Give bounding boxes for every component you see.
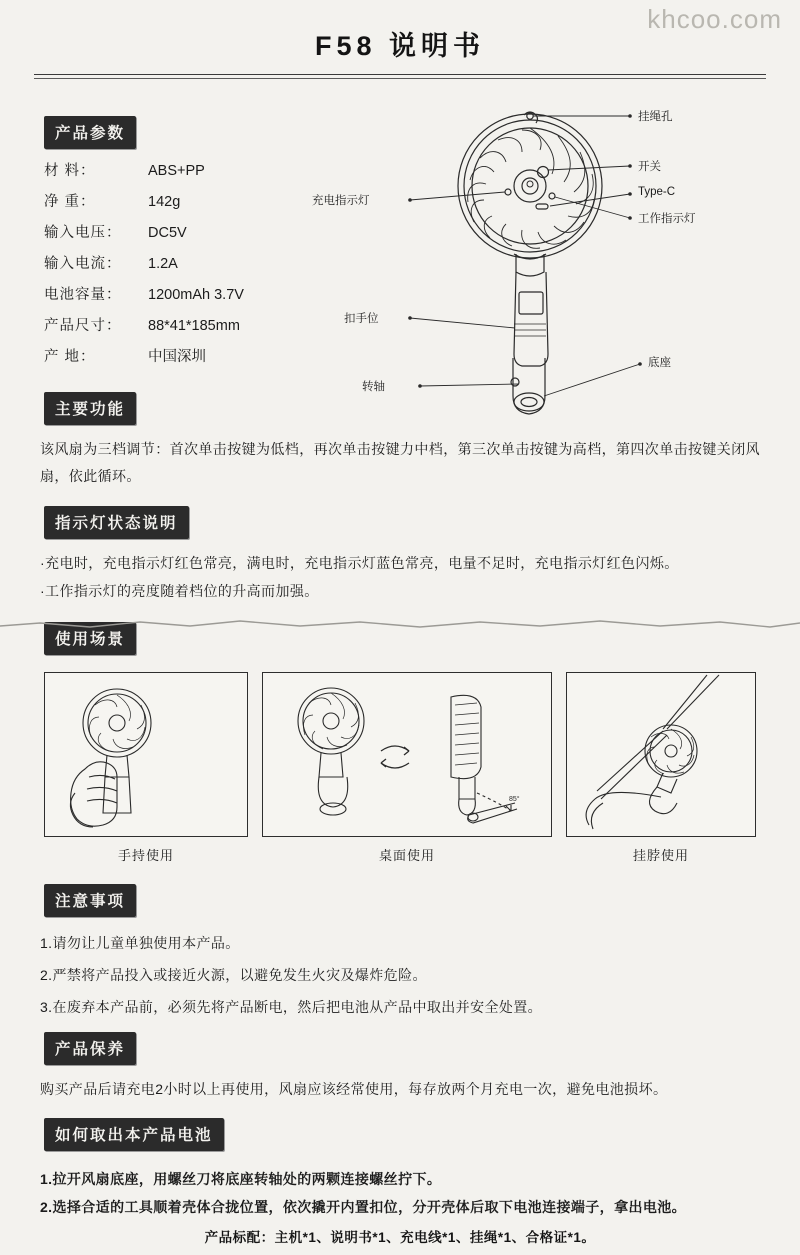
lanyard-illustration (567, 673, 756, 835)
spec-value: 142g (148, 194, 181, 210)
diagram-label-pivot: 转轴 (362, 381, 385, 393)
title-divider-bottom (34, 78, 766, 79)
spec-value: 1.2A (148, 256, 178, 272)
title-divider-top (34, 74, 766, 75)
usage-scene-handheld (44, 672, 248, 837)
section-heading-cautions: 注意事项 (44, 884, 136, 917)
indicator-line-2: ·工作指示灯的亮度随着档位的升高而加强。 (40, 583, 319, 599)
spec-row (44, 218, 244, 249)
caution-item-1: 1.请勿让儿童单独使用本产品。 (40, 935, 240, 951)
caution-item-3: 3.在废弃本产品前，必须先将产品断电，然后把电池从产品中取出并安全处置。 (40, 999, 543, 1015)
product-diagram (300, 96, 770, 426)
desktop-illustration (263, 673, 552, 835)
spec-value: 88*41*185mm (148, 318, 240, 334)
functions-text: 该风扇为三档调节：首次单击按键为低档，再次单击按键力中档，第三次单击按键为高档，第四次单击按键关闭风扇，依此循环。 (40, 441, 760, 484)
page-title: F58 说明书 (314, 31, 486, 61)
spec-row (44, 249, 244, 280)
usage-scene-captions (44, 845, 756, 865)
spec-key: 输入电压： (44, 225, 122, 241)
caution-item-2: 2.严禁将产品投入或接近火源，以避免发生火灾及爆炸危险。 (40, 967, 427, 983)
diagram-label-base: 底座 (648, 357, 671, 369)
spec-value: ABS+PP (148, 163, 205, 179)
torn-paper-divider (0, 618, 800, 632)
diagram-label-work-indicator: 工作指示灯 (638, 213, 696, 225)
spec-row (44, 187, 244, 218)
section-heading-maintenance: 产品保养 (44, 1032, 136, 1065)
spec-row (44, 342, 244, 373)
section-heading-battery: 如何取出本产品电池 (44, 1118, 224, 1151)
usage-scene-desktop (262, 672, 552, 837)
spec-key: 材 料： (44, 163, 96, 179)
diagram-label-grip: 扣手位 (344, 313, 379, 325)
usage-scene-lanyard (566, 672, 756, 837)
spec-key: 产品尺寸： (44, 318, 122, 334)
scene-caption-handheld: 手持使用 (117, 848, 174, 863)
section-heading-specs: 产品参数 (44, 116, 136, 149)
tilt-angle-label: 85° (509, 796, 520, 803)
section-heading-usage: 使用场景 (44, 622, 136, 655)
battery-item-2: 2.选择合适的工具顺着壳体合拢位置，依次撬开内置扣位，分开壳体后取下电池连接端子，拿出电池。 (40, 1199, 687, 1215)
battery-item-1: 1.拉开风扇底座，用螺丝刀将底座转轴处的两颗连接螺丝拧下。 (40, 1171, 442, 1187)
watermark: khcoo.com (647, 4, 782, 34)
spec-row (44, 311, 244, 342)
fan-line-drawing (300, 96, 770, 426)
spec-value: 1200mAh 3.7V (148, 287, 244, 303)
scene-caption-desktop: 桌面使用 (378, 848, 435, 863)
scene-caption-lanyard: 挂脖使用 (632, 848, 689, 863)
spec-row (44, 156, 244, 187)
handheld-illustration (45, 673, 248, 835)
spec-row (44, 280, 244, 311)
maintenance-text: 购买产品后请充电2小时以上再使用，风扇应该经常使用，每存放两个月充电一次，避免电池损坏。 (40, 1081, 668, 1097)
section-heading-functions: 主要功能 (44, 392, 136, 425)
section-heading-indicator: 指示灯状态说明 (44, 506, 189, 539)
diagram-label-type-c: Type-C (638, 186, 676, 198)
usage-scenes (44, 672, 756, 837)
spec-key: 净 重： (44, 194, 96, 210)
spec-key: 产 地： (44, 349, 96, 365)
indicator-line-1: ·充电时，充电指示灯红色常亮，满电时，充电指示灯蓝色常亮，电量不足时，充电指示灯红色闪烁。 (40, 555, 679, 571)
specs-list (44, 156, 244, 373)
spec-key: 电池容量： (44, 287, 122, 303)
diagram-label-charge-indicator: 充电指示灯 (312, 195, 370, 207)
spec-value: DC5V (148, 225, 187, 241)
spec-value: 中国深圳 (148, 349, 206, 365)
diagram-label-switch: 开关 (638, 161, 661, 173)
diagram-label-lanyard-hole: 挂绳孔 (638, 111, 673, 123)
spec-key: 输入电流： (44, 256, 122, 272)
packing-list: 产品标配：主机*1、说明书*1、充电线*1、挂绳*1、合格证*1。 (204, 1230, 596, 1245)
